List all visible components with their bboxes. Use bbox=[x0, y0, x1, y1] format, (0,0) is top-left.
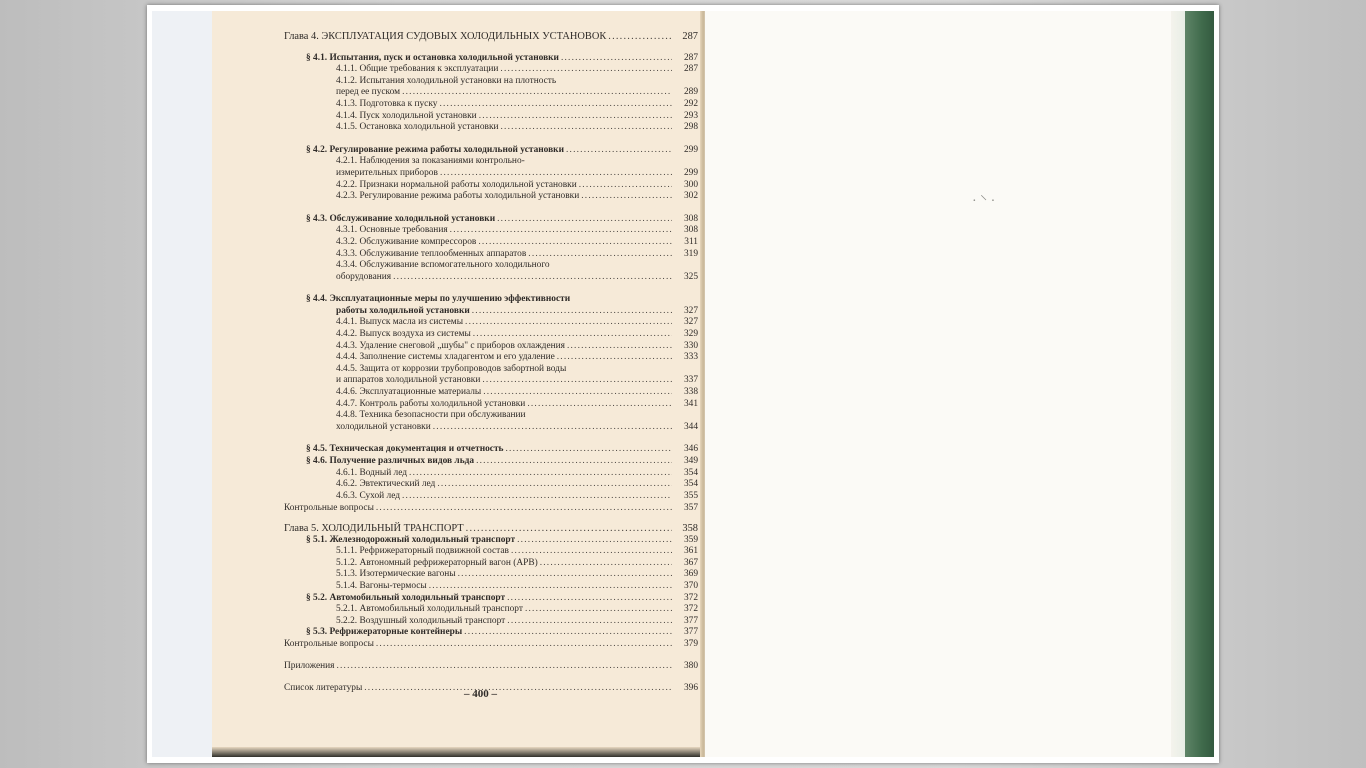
toc-entry bbox=[284, 616, 698, 628]
toc-entry-title: 4.6.1. Водный лед bbox=[336, 467, 408, 478]
toc-entry-title: § 4.2. Регулирование режима работы холодильной установки bbox=[306, 144, 564, 155]
toc-entry bbox=[284, 122, 698, 134]
dot-leader bbox=[511, 546, 672, 558]
toc-entry-title: 4.4.7. Контроль работы холодильной установки bbox=[336, 398, 526, 409]
toc-page-number: 319 bbox=[683, 248, 698, 259]
dot-leader bbox=[540, 558, 672, 570]
dot-leader bbox=[439, 99, 672, 111]
dot-leader bbox=[482, 375, 672, 387]
toc-entry bbox=[284, 249, 698, 261]
page-bottom-shadow bbox=[212, 747, 704, 757]
dot-leader bbox=[506, 444, 672, 456]
toc-page-number: 287 bbox=[683, 64, 698, 75]
toc-entry-title: 4.1.1. Общие требования к эксплуатации bbox=[336, 64, 499, 75]
toc-page-number: 299 bbox=[683, 167, 698, 178]
dot-leader bbox=[409, 468, 672, 480]
toc-page-number: 308 bbox=[683, 225, 698, 236]
toc-page-number: 359 bbox=[683, 534, 698, 545]
scanned-spread bbox=[152, 11, 1214, 757]
dot-leader bbox=[561, 53, 672, 65]
toc-section bbox=[284, 145, 698, 157]
toc-section bbox=[284, 456, 698, 468]
toc-entry bbox=[284, 639, 698, 651]
toc-page-number: 299 bbox=[683, 144, 698, 155]
toc-entry-title: Глава 4. ЭКСПЛУАТАЦИЯ СУДОВЫХ ХОЛОДИЛЬНЫХ УСТАНОВОК bbox=[284, 31, 607, 42]
toc-entry bbox=[284, 341, 698, 353]
toc-page-number: 377 bbox=[683, 627, 698, 638]
dot-leader bbox=[393, 272, 672, 284]
toc-entry-title: 5.1.3. Изотермические вагоны bbox=[336, 569, 456, 580]
dot-leader bbox=[402, 491, 672, 503]
toc-entry bbox=[284, 364, 698, 376]
toc-page-number: 330 bbox=[683, 340, 698, 351]
dot-leader bbox=[581, 191, 672, 203]
toc-entry bbox=[284, 111, 698, 123]
toc-entry bbox=[284, 375, 698, 387]
toc-entry bbox=[284, 410, 698, 422]
toc-page-number: 377 bbox=[683, 615, 698, 626]
toc-entry bbox=[284, 64, 698, 76]
toc-entry-title: 4.2.3. Регулирование режима работы холодильной установки bbox=[336, 191, 580, 202]
toc-page-number: 338 bbox=[683, 387, 698, 398]
toc-entry-title: 4.3.3. Обслуживание теплообменных аппаратов bbox=[336, 248, 527, 259]
toc-entry-title: 4.1.2. Испытания холодильной установки на плотность bbox=[336, 75, 557, 86]
dot-leader bbox=[433, 422, 672, 434]
dot-leader bbox=[525, 604, 672, 616]
toc-entry bbox=[284, 491, 698, 503]
toc-page-number: 287 bbox=[683, 52, 698, 63]
dot-leader bbox=[464, 627, 672, 639]
toc-entry-title: 4.6.2. Эвтектический лед bbox=[336, 479, 436, 490]
dot-leader bbox=[476, 456, 672, 468]
toc-entry-title: § 4.6. Получение различных видов льда bbox=[306, 456, 475, 466]
toc-entry bbox=[284, 569, 698, 581]
dot-leader bbox=[557, 352, 672, 364]
toc-page-number: 337 bbox=[683, 375, 698, 386]
toc-page-number: 358 bbox=[682, 522, 698, 534]
toc-chapter bbox=[284, 31, 698, 43]
toc-page-number: 300 bbox=[683, 179, 698, 190]
toc-entry bbox=[284, 558, 698, 570]
toc-page-number: 369 bbox=[683, 569, 698, 580]
toc-section bbox=[284, 294, 698, 306]
toc-entry bbox=[284, 661, 698, 673]
toc-page-number: 341 bbox=[683, 398, 698, 409]
toc-page-number: 287 bbox=[682, 31, 698, 42]
toc-entry-title: 5.1.1. Рефрижераторный подвижной состав bbox=[336, 546, 509, 557]
toc-page-number: 289 bbox=[683, 87, 698, 98]
toc-entry-title: Приложения bbox=[284, 660, 335, 671]
toc-entry-title: 5.1.2. Автономный рефрижераторный вагон (АРВ) bbox=[336, 557, 538, 568]
toc-page-number: 349 bbox=[683, 456, 698, 466]
dot-leader bbox=[376, 639, 672, 651]
toc-page-number: 325 bbox=[683, 271, 698, 282]
toc-page-number: 372 bbox=[683, 604, 698, 615]
document-viewer bbox=[147, 5, 1219, 763]
toc-entry-title: Контрольные вопросы bbox=[284, 503, 374, 514]
dot-leader bbox=[567, 341, 672, 353]
toc-entry bbox=[284, 317, 698, 329]
toc-entry-title: 4.2.1. Наблюдения за показаниями контрольно- bbox=[336, 156, 525, 167]
dot-leader bbox=[450, 225, 672, 237]
dot-leader bbox=[507, 593, 672, 605]
toc-entry-title: 4.3.4. Обслуживание вспомогательного холодильного bbox=[336, 260, 550, 271]
dot-leader bbox=[437, 479, 672, 491]
table-of-contents bbox=[284, 31, 698, 695]
toc-entry-title: Список литературы bbox=[284, 683, 363, 694]
dot-leader bbox=[364, 683, 672, 695]
dot-leader bbox=[472, 306, 672, 318]
dot-leader bbox=[527, 399, 672, 411]
toc-entry-title: 4.1.4. Пуск холодильной установки bbox=[336, 110, 477, 121]
dot-leader bbox=[376, 503, 672, 515]
toc-page-number: 357 bbox=[683, 503, 698, 514]
dot-leader bbox=[528, 249, 672, 261]
dot-leader bbox=[517, 535, 672, 547]
toc-entry-title: 4.4.2. Выпуск воздуха из системы bbox=[336, 329, 471, 340]
toc-entry-title: 4.4.3. Удаление снеговой „шубы" с приборов охлаждения bbox=[336, 340, 565, 351]
toc-entry bbox=[284, 329, 698, 341]
toc-entry-title: холодильной установки bbox=[336, 421, 431, 432]
toc-page-number: 292 bbox=[683, 98, 698, 109]
toc-entry bbox=[284, 468, 698, 480]
toc-section bbox=[284, 535, 698, 547]
toc-entry-title: 4.1.3. Подготовка к пуску bbox=[336, 98, 438, 109]
dot-leader bbox=[483, 387, 672, 399]
dot-leader bbox=[500, 64, 672, 76]
toc-entry bbox=[284, 272, 698, 284]
toc-entry-title: работы холодильной установки bbox=[336, 305, 470, 316]
toc-entry-title: Глава 5. ХОЛОДИЛЬНЫЙ ТРАНСПОРТ bbox=[284, 522, 464, 534]
dot-leader bbox=[402, 87, 672, 99]
toc-page-number: 354 bbox=[683, 467, 698, 478]
toc-entry-title: 4.4.5. Защита от коррозии трубопроводов забортной воды bbox=[336, 363, 567, 374]
book-cover-edge bbox=[1185, 11, 1214, 757]
toc-entry bbox=[284, 581, 698, 593]
toc-entry-title: 4.6.3. Сухой лед bbox=[336, 490, 401, 501]
dot-leader bbox=[458, 569, 672, 581]
toc-section bbox=[284, 53, 698, 65]
toc-entry-title: 4.3.2. Обслуживание компрессоров bbox=[336, 236, 477, 247]
toc-entry bbox=[284, 387, 698, 399]
toc-entry bbox=[284, 87, 698, 99]
toc-entry-title: § 5.2. Автомобильный холодильный транспорт bbox=[306, 592, 506, 603]
toc-page-number: 379 bbox=[683, 638, 698, 649]
dot-leader bbox=[501, 122, 672, 134]
toc-entry-title: § 5.3. Рефрижераторные контейнеры bbox=[306, 627, 463, 638]
toc-entry bbox=[284, 99, 698, 111]
toc-entry bbox=[284, 168, 698, 180]
toc-page-number: 308 bbox=[683, 213, 698, 224]
toc-entry-title: перед ее пуском bbox=[336, 87, 401, 98]
toc-section bbox=[284, 306, 698, 318]
toc-entry bbox=[284, 546, 698, 558]
toc-section bbox=[284, 627, 698, 639]
toc-page-number: 293 bbox=[683, 110, 698, 121]
toc-page-number: 333 bbox=[683, 352, 698, 363]
toc-entry-title: 5.2.1. Автомобильный холодильный транспорт bbox=[336, 604, 523, 615]
dust-specks: · ⸌ · bbox=[972, 194, 996, 209]
toc-page-number: 396 bbox=[683, 683, 698, 694]
page-edges bbox=[1171, 11, 1185, 757]
dot-leader bbox=[440, 168, 672, 180]
toc-entry-title: оборудования bbox=[336, 271, 392, 282]
toc-page-number: 372 bbox=[683, 592, 698, 603]
toc-entry bbox=[284, 225, 698, 237]
toc-page-number: 346 bbox=[683, 444, 698, 455]
toc-page-number: 302 bbox=[683, 191, 698, 202]
toc-page-number: 361 bbox=[683, 546, 698, 557]
toc-page-number: 327 bbox=[683, 317, 698, 328]
toc-page-number: 311 bbox=[684, 236, 698, 247]
toc-chapter bbox=[284, 523, 698, 535]
dot-leader bbox=[479, 111, 672, 123]
toc-page-number: 370 bbox=[683, 580, 698, 591]
dot-leader bbox=[579, 180, 672, 192]
toc-entry-title: и аппаратов холодильной установки bbox=[336, 375, 481, 386]
toc-entry-title: § 4.1. Испытания, пуск и остановка холодильной установки bbox=[306, 52, 559, 63]
toc-entry-title: 4.4.8. Техника безопасности при обслуживании bbox=[336, 410, 526, 421]
dot-leader bbox=[608, 31, 672, 43]
toc-entry-title: 4.2.2. Признаки нормальной работы холодильной установки bbox=[336, 179, 577, 190]
toc-page-number: 329 bbox=[683, 329, 698, 340]
toc-entry-title: измерительных приборов bbox=[336, 167, 438, 178]
dot-leader bbox=[566, 145, 672, 157]
toc-entry bbox=[284, 503, 698, 515]
toc-entry bbox=[284, 260, 698, 272]
toc-page-number: 327 bbox=[683, 305, 698, 316]
toc-entry-title: § 4.4. Эксплуатационные меры по улучшению эффективности bbox=[306, 294, 571, 305]
toc-entry-title: § 5.1. Железнодорожный холодильный транспорт bbox=[306, 534, 516, 545]
toc-entry bbox=[284, 156, 698, 168]
toc-entry-title: 4.3.1. Основные требования bbox=[336, 225, 448, 236]
dot-leader bbox=[497, 214, 672, 226]
toc-page-number: 367 bbox=[683, 557, 698, 568]
toc-entry-title: 4.4.4. Заполнение системы хладагентом и его удаление bbox=[336, 352, 555, 363]
toc-entry-title: § 4.5. Техническая документация и отчетность bbox=[306, 444, 504, 455]
dot-leader bbox=[507, 616, 672, 628]
toc-page-number: 355 bbox=[683, 490, 698, 501]
dot-leader bbox=[478, 237, 672, 249]
toc-page-number: 354 bbox=[683, 479, 698, 490]
toc-page-number: 344 bbox=[683, 421, 698, 432]
toc-page-number: 298 bbox=[683, 122, 698, 133]
toc-entry bbox=[284, 76, 698, 88]
toc-entry-title: § 4.3. Обслуживание холодильной установки bbox=[306, 213, 496, 224]
toc-entry bbox=[284, 237, 698, 249]
toc-entry-title: 5.2.2. Воздушный холодильный транспорт bbox=[336, 615, 506, 626]
toc-section bbox=[284, 444, 698, 456]
dot-leader bbox=[473, 329, 672, 341]
toc-entry bbox=[284, 180, 698, 192]
dot-leader bbox=[466, 523, 672, 535]
page-number: – 400 – bbox=[464, 688, 497, 700]
toc-entry-title: 4.4.1. Выпуск масла из системы bbox=[336, 317, 464, 328]
toc-entry bbox=[284, 352, 698, 364]
toc-entry bbox=[284, 422, 698, 434]
toc-entry bbox=[284, 191, 698, 203]
dot-leader bbox=[429, 581, 672, 593]
toc-entry bbox=[284, 604, 698, 616]
dot-leader bbox=[336, 661, 672, 673]
toc-section bbox=[284, 593, 698, 605]
toc-entry bbox=[284, 479, 698, 491]
dot-leader bbox=[465, 317, 672, 329]
toc-page-number: 380 bbox=[683, 660, 698, 671]
toc-entry bbox=[284, 399, 698, 411]
toc-entry-title: 4.4.6. Эксплуатационные материалы bbox=[336, 387, 482, 398]
toc-entry-title: 5.1.4. Вагоны-термосы bbox=[336, 580, 427, 591]
toc-entry-title: 4.1.5. Остановка холодильной установки bbox=[336, 122, 499, 133]
toc-section bbox=[284, 214, 698, 226]
right-page-blank bbox=[705, 11, 1171, 757]
toc-entry-title: Контрольные вопросы bbox=[284, 638, 374, 649]
